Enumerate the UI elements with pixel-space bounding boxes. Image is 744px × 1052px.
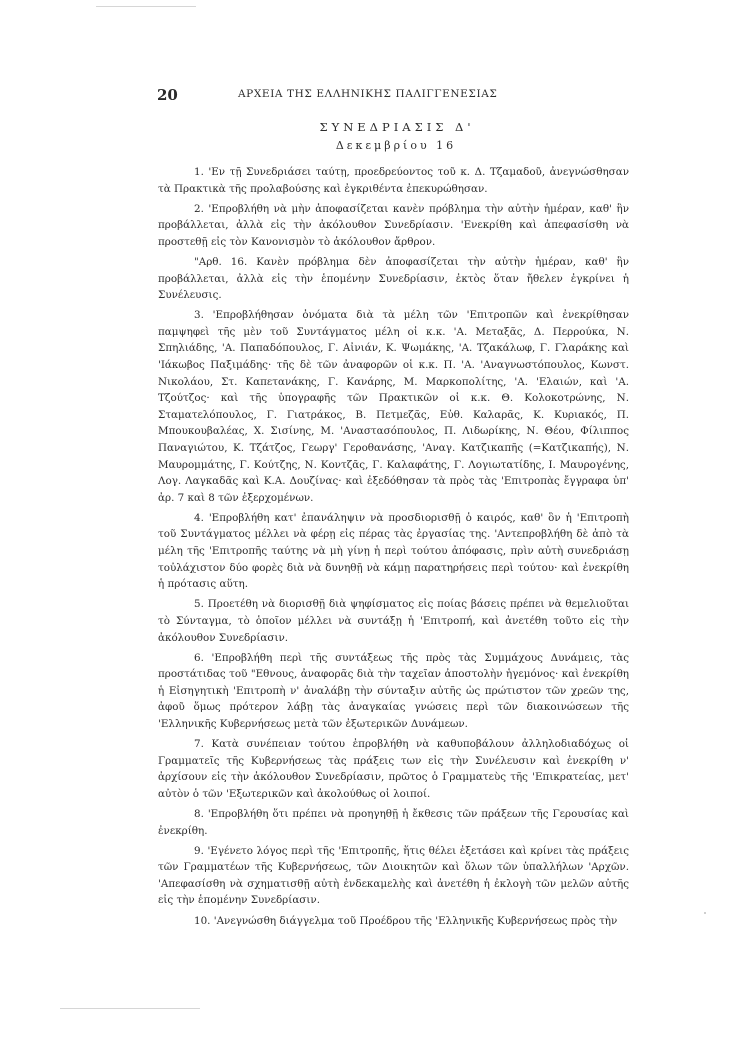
paragraph-3: 3. 'Επροβλήθησαν ὀνόματα διὰ τὰ μέλη τῶν 'Επιτροπῶν καὶ ἐνεκρίθησαν παμψηφεὶ τῆς μὲν τοῦ Συντάγματος μέλη οἱ κ.κ. 'Α. Μεταξᾶς, Δ. Περρούκα, Ν. Σπηλιάδης, 'Α. Παπαδόπουλος, Γ. Αἰνιάν, Κ. Ψωμάκης, 'Α. Τζακάλωφ, Γ. Γλαράκης καὶ 'Ιάκωβος Παξιμάδης· τῆς δὲ τῶν ἀναφορῶν οἱ κ.κ. Π. 'Α. 'Αναγνωστόπουλος, Κωνστ. Νικολάου, Στ. Καπετανάκης, Γ. Κανάρης, Μ. Μαρκοπολίτης, 'Α. 'Ελαιών, καὶ 'Α. Τζούτζος· καὶ τῆς ὑπογραφῆς τῶν Πρακτικῶν οἱ κ.κ. Θ. Κολοκοτρώνης, Ν. Σταματελόπουλος, Γ. Γιατράκος, Β. Πετμεζᾶς, Εὐθ. Καλαρᾶς, Κ. Κυριακός, Π. Μπουκουβαλέας, Χ. Σισίνης, Μ. 'Αναστασόπουλος, Π. Λιδωρίκης, Ν. Θέου, Φίλιππος Παναγιώτου, Κ. Τζάτζος, Γεωργ' Γεροθανάσης, 'Αναγ. Κατζικαπῆς (=Κατζικαπής), Ν. Μαυρομμάτης, Γ. Κούτζης, Ν. Κοντζᾶς, Γ. Καλαφάτης, Γ. Λογιωτατίδης, Ι. Μαυρογένης, Λογ. Λαγκαδᾶς καὶ Κ.Α. Δουζίνας· καὶ ἐξεδόθησαν τὰ πρὸς τὰς 'Επιτροπὰς ἔγγραφα ὑπ' ἀρ. 7 καὶ 8 τῶν ἐξερχομένων. (158, 309, 629, 504)
paragraph-8: 8. 'Επροβλήθη ὅτι πρέπει νὰ προηγηθῇ ἡ ἔκθεσις τῶν πράξεων τῆς Γερουσίας καὶ ἐνεκρίθη. (158, 807, 629, 837)
scan-artifact-dot (704, 912, 706, 914)
page-number: 20 (157, 86, 178, 104)
session-title: ΣΥΝΕΔΡΙΑΣΙΣ Δ' (319, 120, 475, 134)
scan-artifact-top (96, 6, 196, 7)
paragraph-7: 7. Κατὰ συνέπειαν τούτου ἐπροβλήθη νὰ καθυποβάλουν ἀλληλοδιαδόχως οἱ Γραμματεῖς τῆς Κυβερνήσεως τὰς πράξεις των εἰς τὴν Συνέλευσιν καὶ ἐνεκρίθη ν' ἀρχίσουν εἰς τὴν ἀκόλουθον Συνεδρίασιν, πρῶτος ὁ Γραμματεὺς τῆς 'Επικρατείας, μετ' αὐτὸν ὁ τῶν 'Εξωτερικῶν καὶ ἀκολούθως οἱ λοιποί. (158, 738, 629, 800)
scan-artifact-bottom (60, 1008, 200, 1009)
paragraph-5: 5. Προετέθη νὰ διορισθῇ διὰ ψηφίσματος εἰς ποίας βάσεις πρέπει νὰ θεμελιοῦται τὸ Σύνταγμα, τὸ ὁποῖον μέλλει νὰ συντάξῃ ἡ 'Επιτροπή, καὶ ἀνετέθη τοῦτο εἰς τὴν ἀκόλουθον Συνεδρίασιν. (158, 598, 629, 644)
paragraph-4: 4. 'Επροβλήθη κατ' ἐπανάληψιν νὰ προσδιορισθῇ ὁ καιρός, καθ' ὃν ἡ 'Επιτροπὴ τοῦ Συντάγματος μέλλει νὰ φέρῃ εἰς πέρας τὰς ἐργασίας της. 'Αντεπροβλήθη δὲ ἀπὸ τὰ μέλη τῆς 'Επιτροπῆς ταύτης νὰ μὴ γίνῃ ἡ περὶ τούτου ἀπόφασις, πρὶν αὐτὴ συνεδριάσῃ τοὐλάχιστον δύο φορὲς διὰ νὰ δυνηθῇ νὰ κάμῃ παρατηρήσεις περὶ τούτου· καὶ ἐνεκρίθη ἡ πρότασις αὕτη. (158, 511, 629, 591)
session-date: Δεκεμβρίου 16 (335, 139, 457, 152)
paragraph-10: 10. 'Ανεγνώσθη διάγγελμα τοῦ Προέδρου τῆς 'Ελληνικῆς Κυβερνήσεως πρὸς τὴν (194, 914, 618, 927)
body-text (158, 164, 629, 933)
paragraph-1: 1. 'Εν τῇ Συνεδριάσει ταύτῃ, προεδρεύοντος τοῦ κ. Δ. Τζαμαδοῦ, ἀνεγνώσθησαν τὰ Πρακτικὰ τῆς προλαβούσης καὶ ἐγκριθέντα ἐπεκυρώθησαν. (158, 166, 629, 195)
running-title: ΑΡΧΕΙΑ ΤΗΣ ΕΛΛΗΝΙΚΗΣ ΠΑΛΙΓΓΕΝΕΣΙΑΣ (238, 88, 498, 100)
paragraph-9: 9. 'Εγένετο λόγος περὶ τῆς 'Επιτροπῆς, ἥτις θέλει ἐξετάσει καὶ κρίνει τὰς πράξεις τῶν Γραμματέων τῆς Κυβερνήσεως, τῶν Διοικητῶν καὶ ὅλων τῶν ὑπαλλήλων 'Αρχῶν. 'Απεφασίσθη νὰ σχηματισθῇ αὐτὴ ἐνδεκαμελὴς καὶ ἀνετέθη ἡ ἐκλογὴ τῶν μελῶν αὐτῆς εἰς τὴν ἑπομένην Συνεδρίασιν. (158, 844, 629, 907)
paragraph-2: 2. 'Επροβλήθη νὰ μὴν ἀποφασίζεται κανὲν πρόβλημα τὴν αὐτὴν ἡμέραν, καθ' ἣν προβάλλεται, ἀλλὰ εἰς τὴν ἀκόλουθον Συνεδρίασιν. 'Ενεκρίθη καὶ ἀπεφασίσθη νὰ προστεθῇ εἰς τὸν Κανονισμὸν τὸ ἀκόλουθον ἄρθρον. (158, 202, 629, 248)
paragraph-article-16: "Αρθ. 16. Κανὲν πρόβλημα δὲν ἀποφασίζεται τὴν αὐτὴν ἡμέραν, καθ' ἣν προβάλλεται, ἀλλὰ εἰς τὴν ἑπομένην Συνεδρίασιν, ἐκτὸς ὅταν ἤθελεν ἐγκρίνει ἡ Συνέλευσις. (158, 255, 629, 302)
paragraph-6: 6. 'Επροβλήθη περὶ τῆς συντάξεως τῆς πρὸς τὰς Συμμάχους Δυνάμεις, τὰς προστάτιδας τοῦ "Εθνους, ἀναφορᾶς διὰ τὴν ταχεῖαν ἀποστολὴν ἡγεμόνος· καὶ ἐνεκρίθη ἡ Εἰσηγητικὴ 'Επιτροπὴ ν' ἀναλάβῃ τὴν σύνταξιν αὐτῆς ὡς πρώτιστον τῶν χρεῶν της, ἀφοῦ ὅμως πρότερον λάβῃ τὰς ἀναγκαίας γνώσεις περὶ τῶν διακοινώσεων τῆς 'Ελληνικῆς Κυβερνήσεως μετὰ τῶν ἐξωτερικῶν Δυνάμεων. (158, 651, 629, 730)
